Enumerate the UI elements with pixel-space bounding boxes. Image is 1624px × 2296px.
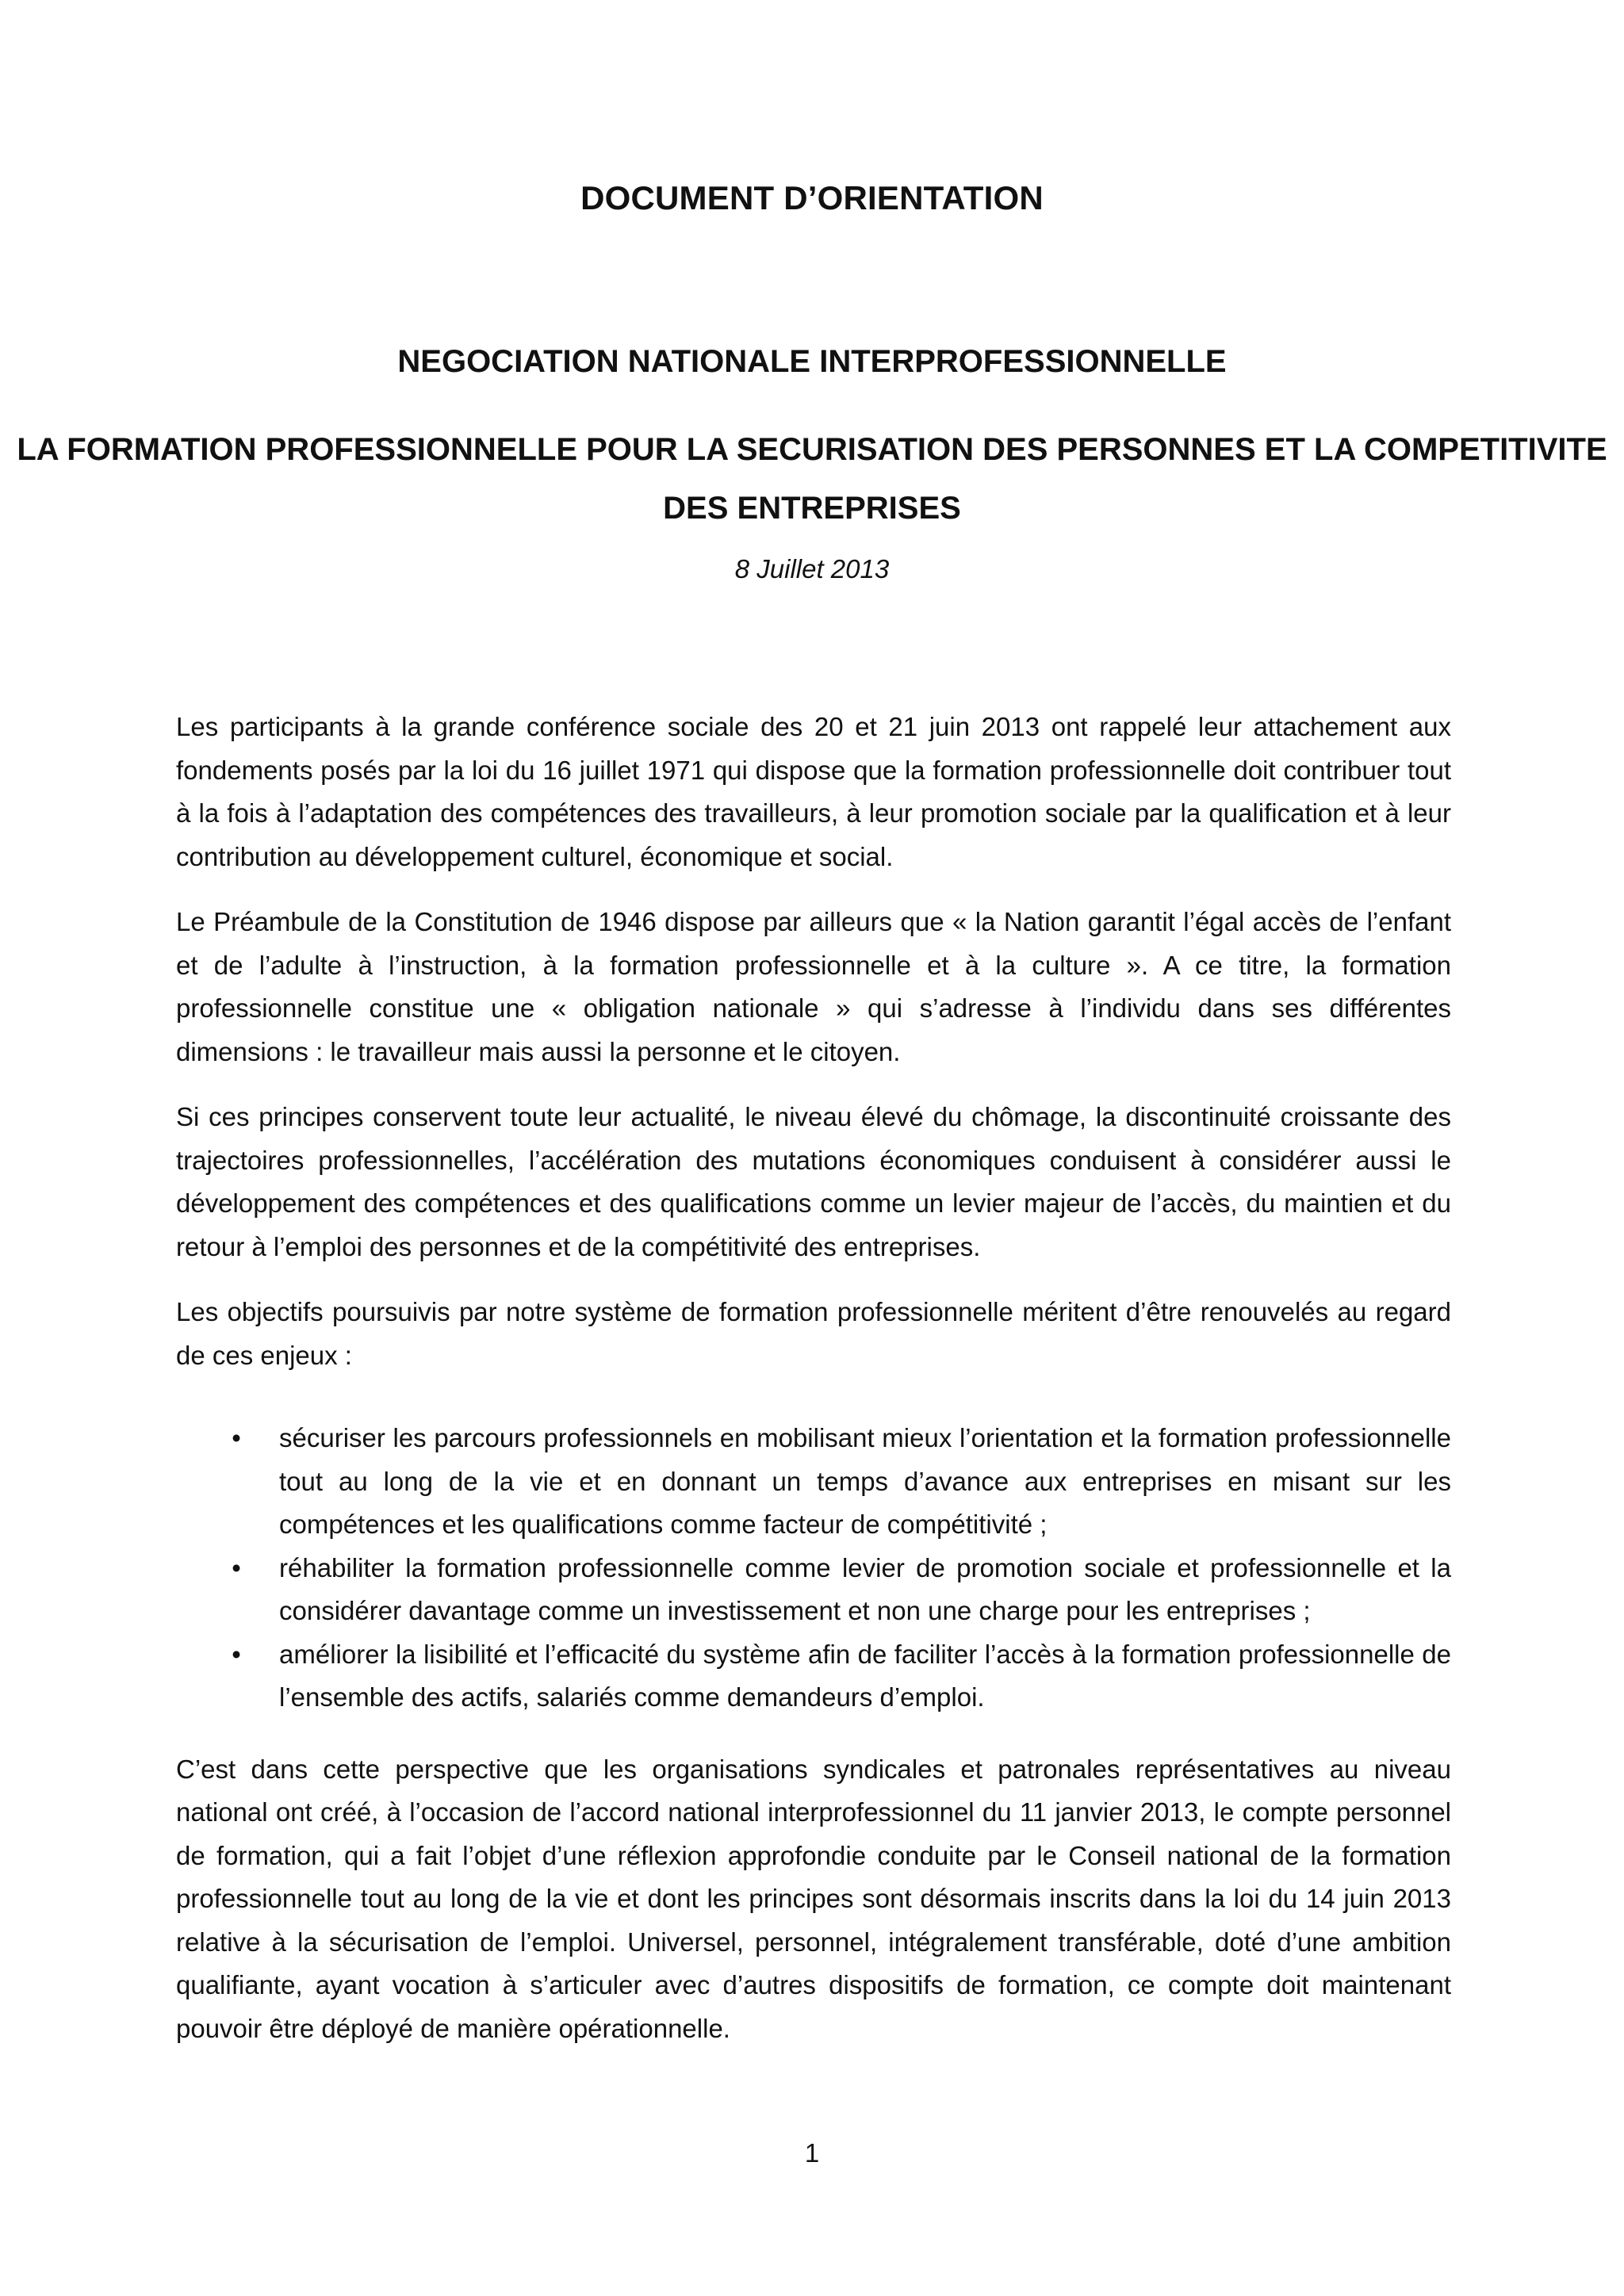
page-number: 1 xyxy=(804,2138,820,2168)
subject-heading: LA FORMATION PROFESSIONNELLE POUR LA SECURISATION DES PERSONNES ET LA COMPETITIVITE DES ENTREPRISES xyxy=(17,432,1607,526)
paragraph-intro: Les participants à la grande conférence sociale des 20 et 21 juin 2013 ont rappelé leur attachement aux fondements posés par la loi du 16 juillet 1971 qui dispose que la formation professionnelle doit contribuer tout à la fois à l’adaptation des compétences des travailleurs, à leur promotion sociale par la qualification et à leur contribution au développement culturel, économique et social. xyxy=(176,712,1451,871)
document-body xyxy=(176,706,1451,2072)
paragraph-preamble: Le Préambule de la Constitution de 1946 dispose par ailleurs que « la Nation garantit l’égal accès de l’enfant et de l’adulte à l’instruction, à la formation professionnelle et à la culture ». A ce titre, la formation professionnelle constitue une « obligation nationale » qui s’adresse à l’individu dans ses différentes dimensions : le travailleur mais aussi la personne et le citoyen. xyxy=(176,907,1451,1066)
paragraph-objectives: Les objectifs poursuivis par notre système de formation professionnelle méritent d’être renouvelés au regard de ces enjeux : xyxy=(176,1297,1451,1370)
paragraph-closing: C’est dans cette perspective que les organisations syndicales et patronales représentatives au niveau national ont créé, à l’occasion de l’accord national interprofessionnel du 11 janvier 2013, le compte personnel de formation, qui a fait l’objet d’une réflexion approfondie conduite par le Conseil national de la formation professionnelle tout au long de la vie et dont les principes sont désormais inscrits dans la loi du 14 juin 2013 relative à la sécurisation de l’emploi. Universel, personnel, intégralement transférable, doté d’une ambition qualifiante, ayant vocation à s’articuler avec d’autres dispositifs de formation, ce compte doit maintenant pouvoir être déployé de manière opérationnelle. xyxy=(176,1754,1451,2043)
list-item xyxy=(176,1417,1451,1547)
document-title: DOCUMENT D’ORIENTATION xyxy=(580,179,1044,216)
bullet-icon: • xyxy=(232,1552,241,1582)
list-item xyxy=(176,1547,1451,1633)
paragraph-principles: Si ces principes conservent toute leur actualité, le niveau élevé du chômage, la discontinuité croissante des trajectoires professionnelles, l’accélération des mutations économiques conduisent à considérer aussi le développement des compétences et des qualifications comme un levier majeur de l’accès, du maintien et du retour à l’emploi des personnes et de la compétitivité des entreprises. xyxy=(176,1102,1451,1261)
bullet-icon: • xyxy=(232,1423,241,1452)
list-item-text: réhabiliter la formation professionnelle comme levier de promotion sociale et professionnelle et la considérer davantage comme un investissement et non une charge pour les entreprises ; xyxy=(279,1552,1451,1625)
objectives-list xyxy=(176,1417,1451,1720)
list-item xyxy=(176,1633,1451,1720)
list-item-text: améliorer la lisibilité et l’efficacité du système afin de faciliter l’accès à la formation professionnelle de l’ensemble des actifs, salariés comme demandeurs d’emploi. xyxy=(279,1639,1451,1712)
document-date: 8 Juillet 2013 xyxy=(734,554,890,584)
list-item-text: sécuriser les parcours professionnels en mobilisant mieux l’orientation et la formation professionnelle tout au long de la vie et en donnant un temps d’avance aux entreprises en misant sur les compétences et les qualifications comme facteur de compétitivité ; xyxy=(279,1423,1451,1539)
negotiation-heading: NEGOCIATION NATIONALE INTERPROFESSIONNELLE xyxy=(397,344,1227,379)
bullet-icon: • xyxy=(232,1639,241,1669)
